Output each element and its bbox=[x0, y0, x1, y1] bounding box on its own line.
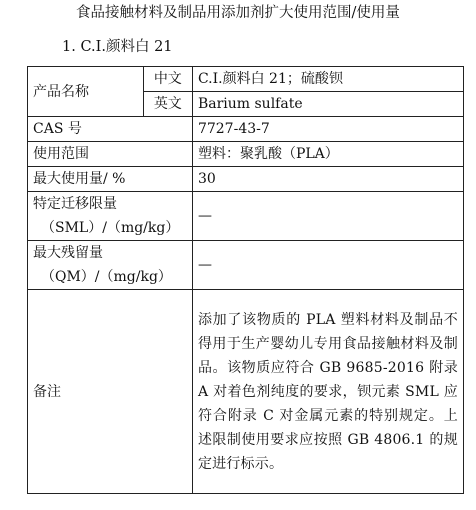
chinese-label: 中文 bbox=[143, 67, 192, 92]
cas-label: CAS 号 bbox=[28, 117, 193, 142]
remark-label: 备注 bbox=[28, 290, 193, 494]
sml-value-text: — bbox=[197, 208, 212, 224]
qm-label-line1: 最大残留量 bbox=[33, 245, 103, 261]
table-row-sml bbox=[28, 192, 464, 241]
document-title: 食品接触材料及制品用添加剂扩大使用范围/使用量 bbox=[76, 5, 400, 21]
sml-label-line2: （SML）/（mg/kg） bbox=[41, 220, 180, 236]
table-row-scope bbox=[28, 142, 464, 167]
scope-label: 使用范围 bbox=[28, 142, 193, 167]
product-name-label: 产品名称 bbox=[28, 67, 144, 117]
qm-label bbox=[28, 241, 193, 290]
english-name-value: Barium sulfate bbox=[192, 92, 463, 117]
table-row-cas bbox=[28, 117, 464, 142]
qm-value-text: — bbox=[197, 257, 212, 273]
table-row-qm bbox=[28, 241, 464, 290]
max-usage-label: 最大使用量/ % bbox=[28, 167, 193, 192]
sml-label bbox=[28, 192, 193, 241]
qm-label-line2: （QM）/（mg/kg） bbox=[41, 269, 172, 285]
sml-label-line1: 特定迁移限量 bbox=[33, 196, 117, 212]
qm-value bbox=[192, 241, 463, 290]
section-heading: 1. C.I.颜料白 21 bbox=[62, 39, 173, 55]
table-row-remarks bbox=[28, 290, 464, 494]
chinese-name-value: C.I.颜料白 21；硫酸钡 bbox=[192, 67, 463, 92]
cas-value: 7727-43-7 bbox=[192, 117, 463, 142]
table-row-product-name-chinese bbox=[28, 67, 464, 92]
remark-value: 添加了该物质的 PLA 塑料材料及制品不得用于生产婴幼儿专用食品接触材料及制品。该物质应符合 GB 9685-2016 附录 A 对着色剂纯度的要求，钡元素 SML 应符合附录 C 对金属元素的特别规定。上述限制使用要求应按照 GB 4806.1 的规定进行标示。 bbox=[192, 290, 463, 494]
sml-value bbox=[192, 192, 463, 241]
max-usage-value: 30 bbox=[192, 167, 463, 192]
english-label: 英文 bbox=[143, 92, 192, 117]
scope-value: 塑料：聚乳酸（PLA） bbox=[192, 142, 463, 167]
additive-spec-table bbox=[27, 66, 464, 494]
table-row-max-usage bbox=[28, 167, 464, 192]
